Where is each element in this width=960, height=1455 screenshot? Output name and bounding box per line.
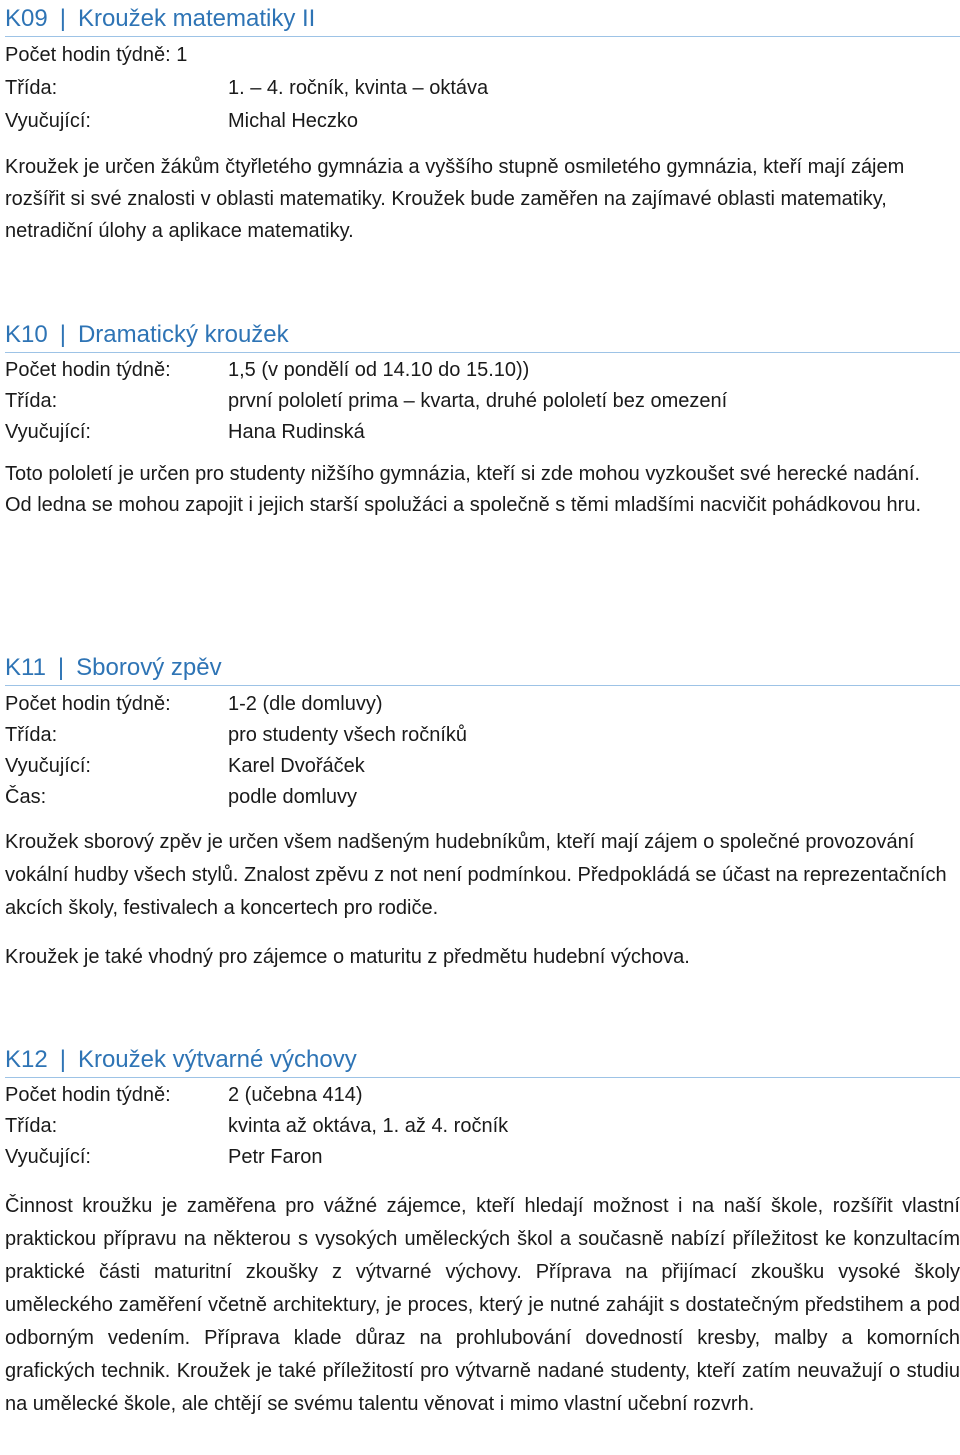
section-heading [5, 2, 960, 37]
meta-row-hours [5, 355, 960, 386]
meta-value: 1. – 4. ročník, kvinta – oktáva [228, 77, 489, 99]
meta-row-time [5, 782, 960, 813]
section-k12 [5, 1043, 960, 1421]
meta-label: Čas: [5, 786, 47, 808]
meta-label: Třída: [5, 724, 58, 746]
section-paragraph: Kroužek sborový zpěv je určen všem nadšeným hudebníkům, kteří mají zájem o společné provozování vokální hudby všech stylů. Znalost zpěvu z not není podmínkou. Předpokládá se účast na reprezentačních akcích školy, festivalech a koncertech pro rodiče. [5, 831, 947, 919]
meta-label: Třída: [5, 390, 58, 412]
meta-row-teacher [5, 417, 960, 448]
meta-value: Hana Rudinská [228, 421, 365, 443]
heading-separator: | [59, 1046, 66, 1073]
meta-row-hours [5, 1080, 960, 1111]
meta-value: první pololetí prima – kvarta, druhé pololetí bez omezení [228, 390, 728, 412]
heading-separator: | [57, 654, 65, 681]
heading-separator: | [59, 321, 66, 348]
section-paragraph: Toto pololetí je určen pro studenty nižšího gymnázia, kteří si zde mohou vyzkoušet své herecké nadání. [5, 463, 920, 485]
meta-label: Vyučující: [5, 1146, 91, 1168]
meta-row-hours [5, 39, 960, 72]
section-paragraph: Kroužek je určen žákům čtyřletého gymnázia a vyššího stupně osmiletého gymnázia, kteří mají zájem rozšířit si své znalosti v oblasti matematiky. Kroužek bude zaměřen na zajímavé oblasti matematiky, netradiční úlohy a aplikace matematiky. [5, 156, 905, 242]
meta-value: podle domluvy [228, 786, 357, 808]
meta-value: pro studenty všech ročníků [228, 724, 468, 746]
section-title: Kroužek matematiky II [77, 5, 316, 32]
meta-row-class [5, 720, 960, 751]
meta-label: Třída: [5, 77, 58, 99]
meta-row-hours [5, 689, 960, 720]
meta-label: Počet hodin týdně: [5, 359, 171, 381]
section-code: K09 [5, 5, 48, 32]
meta-row-class [5, 1111, 960, 1142]
meta-label: Vyučující: [5, 110, 91, 132]
section-code: K11 [5, 654, 46, 681]
meta-value: 1,5 (v pondělí od 14.10 do 15.10)) [228, 359, 530, 381]
meta-label: Počet hodin týdně: 1 [5, 44, 188, 66]
meta-value: Karel Dvořáček [228, 755, 365, 777]
meta-label: Vyučující: [5, 421, 91, 443]
meta-label: Vyučující: [5, 755, 91, 777]
heading-separator: | [59, 5, 66, 32]
meta-label: Počet hodin týdně: [5, 1084, 171, 1106]
section-title: Dramatický kroužek [77, 321, 289, 348]
meta-row-teacher [5, 105, 960, 138]
section-heading [5, 318, 960, 353]
meta-row-class [5, 386, 960, 417]
section-paragraph: Činnost kroužku je zaměřena pro vážné zájemce, kteří hledají možnost i na naší škole, rozšířit vlastní praktickou přípravu na některou s vysokých uměleckých škol a současně nabízí příležitost ke konzultacím praktické části maturitní zkoušky z výtvarné výchovy. Příprava na přijímací zkoušku vysoké školy uměleckého zaměření včetně architektury, je proces, který je nutné zahájit s dostatečným předstihem a pod odborným vedením. Příprava klade důraz na prohlubování dovedností kresby, malby a komorních grafických technik. Kroužek je také příležitostí pro výtvarně nadané studenty, kteří zatím neuvažují o studiu na umělecké škole, ale chtějí se svému talentu věnovat i mimo vlastní učební rozvrh. [5, 1195, 960, 1415]
section-heading [5, 651, 960, 686]
section-paragraph: Od ledna se mohou zapojit i jejich starší spolužáci a společně s těmi mladšími nacvičit pohádkovou hru. [5, 494, 922, 516]
meta-value: 2 (učebna 414) [228, 1084, 363, 1106]
section-k11 [5, 651, 960, 974]
meta-value: kvinta až oktáva, 1. až 4. ročník [228, 1115, 509, 1137]
section-paragraph: Kroužek je také vhodný pro zájemce o maturitu z předmětu hudební výchova. [5, 946, 690, 968]
section-title: Sborový zpěv [76, 654, 222, 681]
meta-value: Petr Faron [228, 1146, 323, 1168]
meta-row-class [5, 72, 960, 105]
meta-value: 1-2 (dle domluvy) [228, 693, 383, 715]
meta-row-teacher [5, 751, 960, 782]
section-code: K10 [5, 321, 48, 348]
section-k10 [5, 318, 960, 521]
section-code: K12 [5, 1046, 48, 1073]
meta-value: Michal Heczko [228, 110, 359, 132]
meta-row-teacher [5, 1142, 960, 1173]
section-title: Kroužek výtvarné výchovy [77, 1046, 357, 1073]
meta-label: Počet hodin týdně: [5, 693, 171, 715]
section-heading [5, 1043, 960, 1078]
meta-label: Třída: [5, 1115, 58, 1137]
section-k09 [5, 2, 960, 247]
